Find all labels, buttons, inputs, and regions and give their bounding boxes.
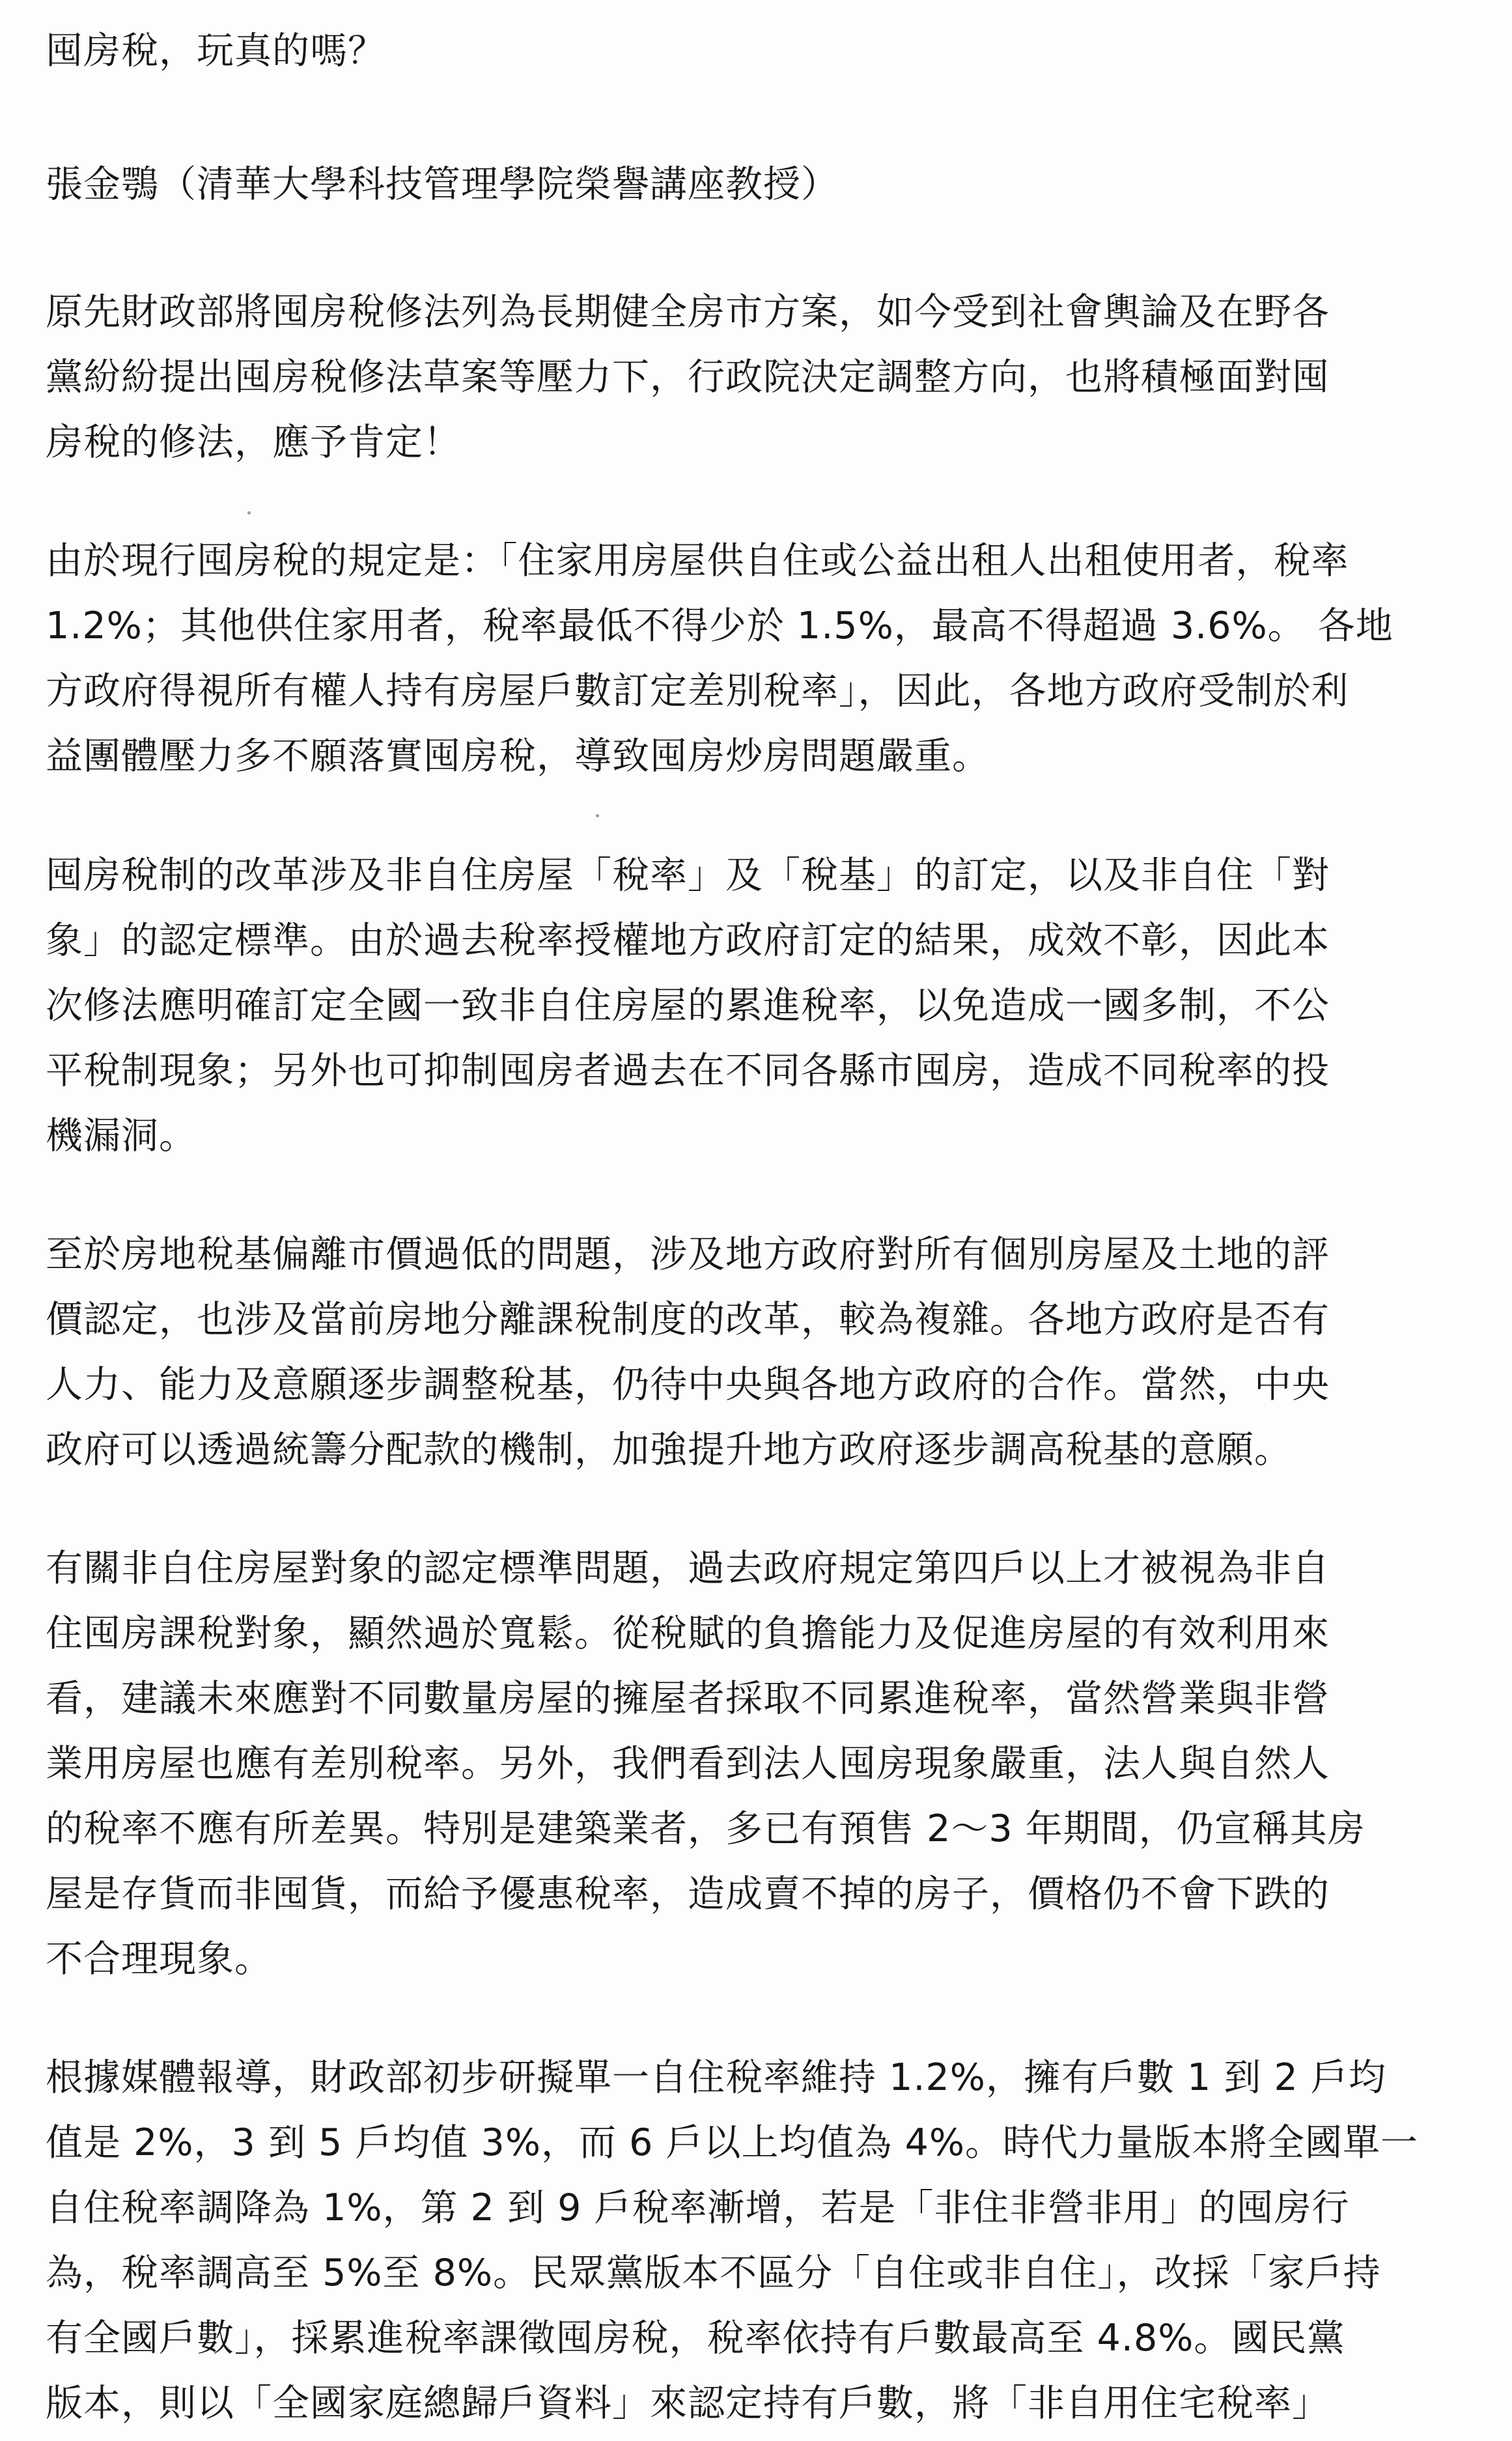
paragraph-line: 不合理現象。 (46, 1938, 272, 1981)
paragraph-line: 象」的認定標準。由於過去稅率授權地方政府訂定的結果，成效不彰，因此本 (46, 919, 1330, 962)
paragraph-line: 有關非自住房屋對象的認定標準問題，過去政府規定第四戶以上才被視為非自 (46, 1547, 1330, 1590)
paragraph-line: 人力、能力及意願逐步調整稅基，仍待中央與各地方政府的合作。當然，中央 (46, 1363, 1330, 1406)
paragraph-line: 平稅制現象；另外也可抑制囤房者過去在不同各縣市囤房，造成不同稅率的投 (46, 1049, 1330, 1092)
paragraph-line: 益團體壓力多不願落實囤房稅，導致囤房炒房問題嚴重。 (46, 735, 990, 778)
article-title: 囤房稅，玩真的嗎？ (46, 29, 385, 72)
paragraph-line: 屋是存貨而非囤貨，而給予優惠稅率，造成賣不掉的房子，價格仍不會下跌的 (46, 1872, 1330, 1915)
paragraph-line: 囤房稅制的改革涉及非自住房屋「稅率」及「稅基」的訂定，以及非自住「對 (46, 854, 1330, 897)
paragraph-line: 價認定，也涉及當前房地分離課稅制度的改革，較為複雜。各地方政府是否有 (46, 1298, 1330, 1341)
paragraph-line: 次修法應明確訂定全國一致非自住房屋的累進稅率，以免造成一國多制，不公 (46, 984, 1330, 1027)
paragraph-line: 房稅的修法，應予肯定！ (46, 421, 461, 464)
scan-speck (247, 511, 251, 515)
paragraph-line: 版本，則以「全國家庭總歸戶資料」來認定持有戶數，將「非自用住宅稅率」 (46, 2382, 1330, 2425)
paragraph-line: 黨紛紛提出囤房稅修法草案等壓力下，行政院決定調整方向，也將積極面對囤 (46, 356, 1330, 399)
paragraph-line: 原先財政部將囤房稅修法列為長期健全房市方案，如今受到社會輿論及在野各 (46, 290, 1330, 333)
paragraph-line: 業用房屋也應有差別稅率。另外，我們看到法人囤房現象嚴重，法人與自然人 (46, 1742, 1330, 1785)
paragraph-line: 為，稅率調高至 5%至 8%。民眾黨版本不區分「自住或非自住」，改採「家戶持 (46, 2251, 1381, 2294)
paragraph-line: 至於房地稅基偏離市價過低的問題，涉及地方政府對所有個別房屋及土地的評 (46, 1233, 1330, 1276)
paragraph-line: 機漏洞。 (46, 1114, 197, 1157)
author-byline: 張金鶚（清華大學科技管理學院榮譽講座教授） (46, 163, 839, 206)
paragraph-line: 由於現行囤房稅的規定是：「住家用房屋供自住或公益出租人出租使用者，稅率 (46, 539, 1349, 582)
paragraph-line: 的稅率不應有所差異。特別是建築業者，多已有預售 2～3 年期間，仍宣稱其房 (46, 1807, 1365, 1850)
scan-speck (596, 814, 599, 817)
paragraph-line: 政府可以透過統籌分配款的機制，加強提升地方政府逐步調高稅基的意願。 (46, 1428, 1292, 1471)
paragraph-line: 值是 2%，3 到 5 戶均值 3%，而 6 戶以上均值為 4%。時代力量版本將全國單一 (46, 2121, 1419, 2164)
paragraph-line: 自住稅率調降為 1%，第 2 到 9 戶稅率漸增，若是「非住非營非用」的囤房行 (46, 2186, 1350, 2229)
paragraph-line: 方政府得視所有權人持有房屋戶數訂定差別稅率」，因此，各地方政府受制於利 (46, 670, 1349, 713)
paragraph-line: 住囤房課稅對象，顯然過於寬鬆。從稅賦的負擔能力及促進房屋的有效利用來 (46, 1612, 1330, 1655)
paragraph-line: 有全國戶數」，採累進稅率課徵囤房稅，稅率依持有戶數最高至 4.8%。國民黨 (46, 2317, 1345, 2360)
paragraph-line: 看，建議未來應對不同數量房屋的擁屋者採取不同累進稅率，當然營業與非營 (46, 1677, 1330, 1720)
paragraph-line: 1.2%；其他供住家用者，稅率最低不得少於 1.5%，最高不得超過 3.6%。 各地 (46, 604, 1393, 647)
paragraph-line: 根據媒體報導，財政部初步研擬單一自住稅率維持 1.2%，擁有戶數 1 到 2 戶均 (46, 2056, 1386, 2099)
